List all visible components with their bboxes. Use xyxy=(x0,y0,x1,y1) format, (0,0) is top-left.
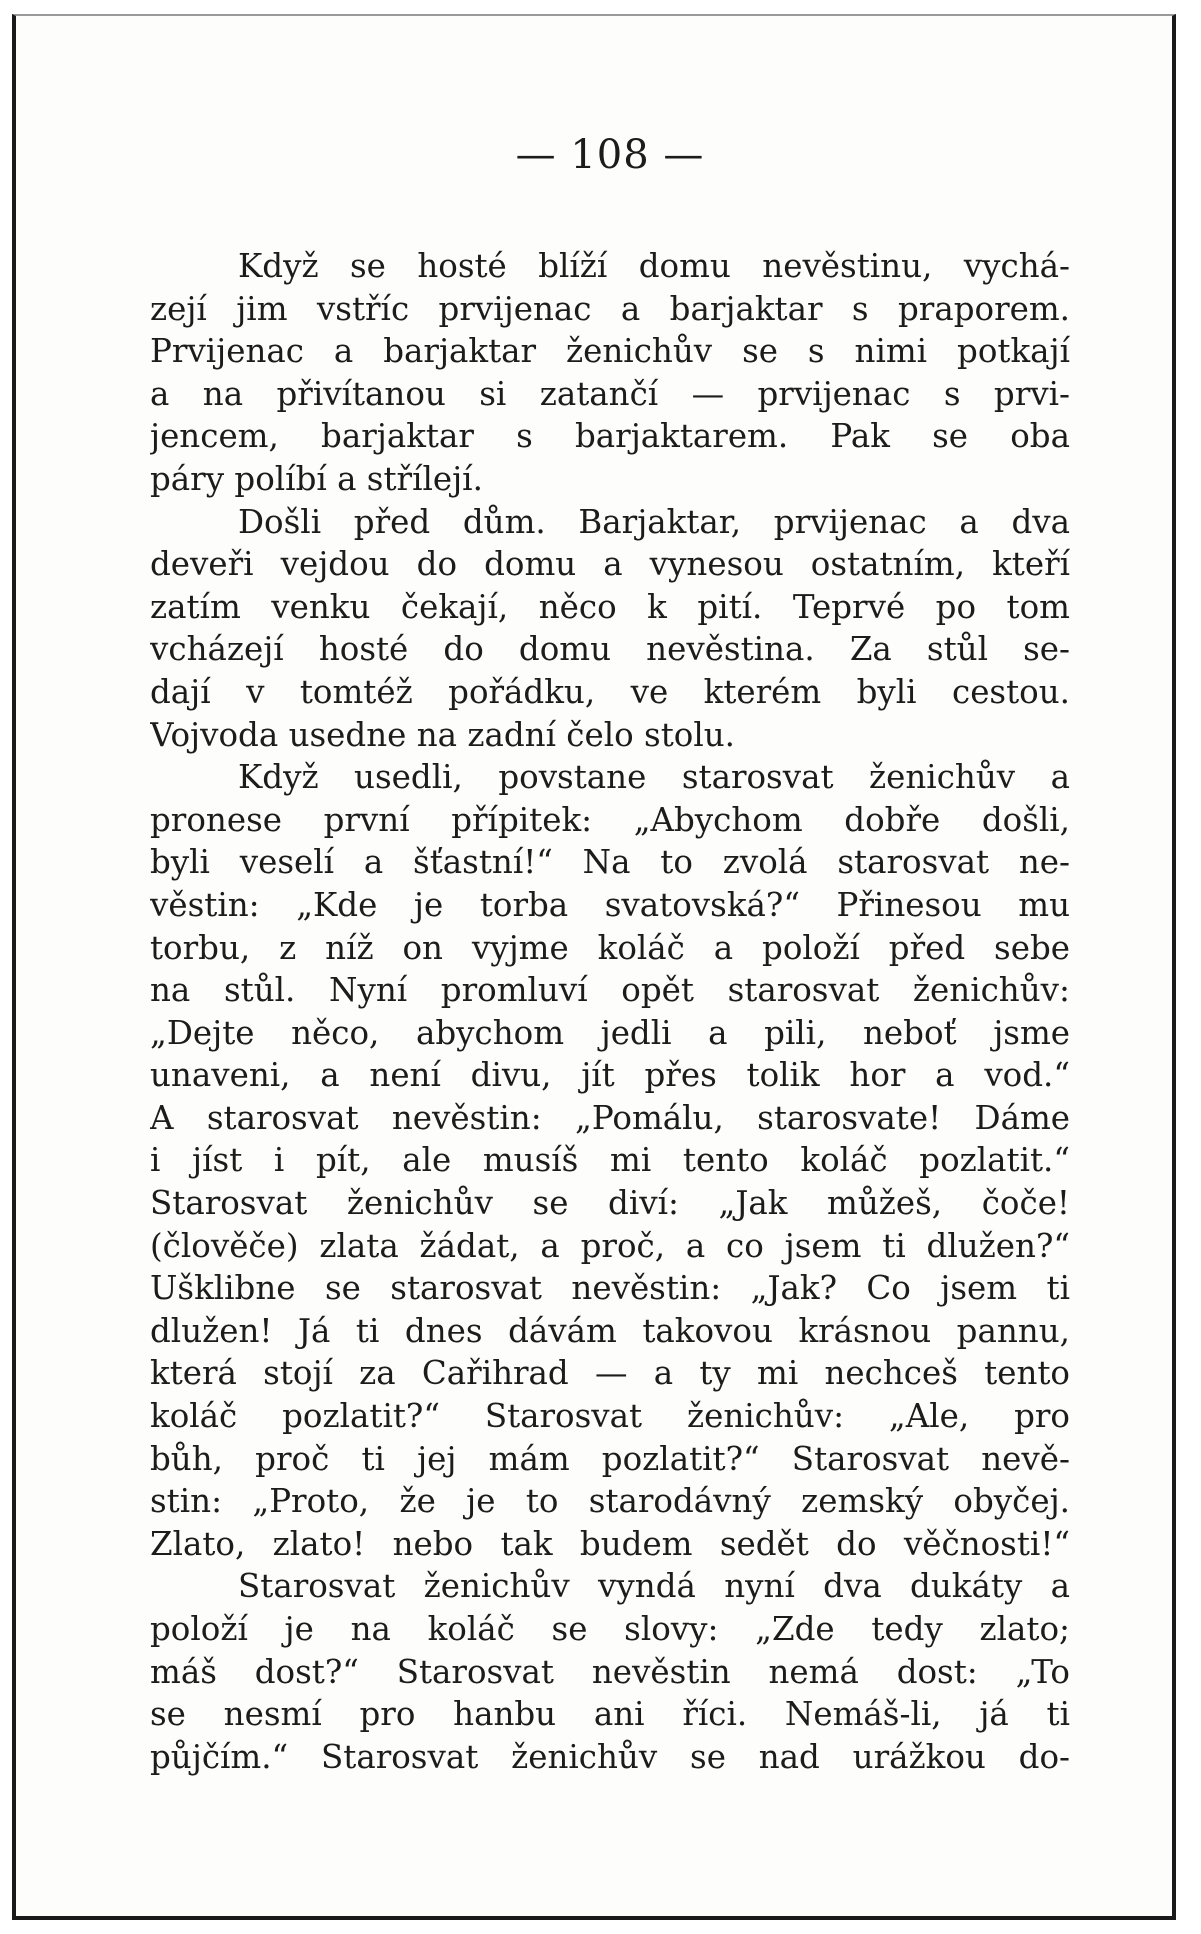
text-line: Prvijenac a barjaktar ženichův se s nimi potkají xyxy=(150,332,1070,371)
text-line: páry políbí a střílejí. xyxy=(150,459,483,498)
text-line: věstin: „Kde je torba svatovská?“ Přinesou mu xyxy=(150,885,1070,924)
text-line: stin: „Proto, že je to starodávný zemský obyčej. xyxy=(150,1482,1070,1521)
text-line: položí je na koláč se slovy: „Zde tedy zlato; xyxy=(150,1610,1070,1648)
text-line: půjčím.“ Starosvat ženichův se nad urážkou do- xyxy=(150,1737,1070,1776)
text-line: koláč pozlatit?“ Starosvat ženichův: „Ale, pro xyxy=(150,1397,1070,1436)
text-line: byli veselí a šťastní!“ Na to zvolá starosvat ne- xyxy=(150,843,1070,882)
text-line: bůh, proč ti jej mám pozlatit?“ Starosvat nevě- xyxy=(150,1439,1070,1478)
text-line: zejí jim vstříc prvijenac a barjaktar s praporem. xyxy=(150,289,1070,328)
text-line: Starosvat ženichův vyndá nyní dva dukáty a xyxy=(238,1567,1070,1606)
text-line: unaveni, a není divu, jít přes tolik hor a vod.“ xyxy=(150,1056,1070,1095)
text-line: máš dost?“ Starosvat nevěstin nemá dost: „To xyxy=(150,1652,1070,1691)
text-line: dlužen! Já ti dnes dávám takovou krásnou pannu, xyxy=(150,1311,1070,1350)
text-line: zatím venku čekají, něco k pití. Teprvé po tom xyxy=(150,587,1070,626)
text-line: se nesmí pro hanbu ani říci. Nemáš-li, já ti xyxy=(150,1695,1070,1734)
body-text xyxy=(150,245,1070,1778)
text-line: „Dejte něco, abychom jedli a pili, neboť jsme xyxy=(150,1013,1070,1052)
page-number: — 108 — xyxy=(515,132,705,178)
text-line: dají v tomtéž pořádku, ve kterém byli cestou. xyxy=(150,672,1070,711)
text-line: torbu, z níž on vyjme koláč a položí před sebe xyxy=(150,928,1070,967)
book-page xyxy=(150,132,1070,1778)
text-line: vcházejí hosté do domu nevěstina. Za stůl se- xyxy=(150,630,1070,669)
text-line: Starosvat ženichův se diví: „Jak můžeš, čoče! xyxy=(150,1184,1070,1223)
text-line: a na přivítanou si zatančí — prvijenac s prvi- xyxy=(150,374,1070,413)
text-line: Došli před dům. Barjaktar, prvijenac a dva xyxy=(238,502,1070,541)
text-line: A starosvat nevěstin: „Pomálu, starosvate! Dáme xyxy=(150,1098,1070,1137)
text-line: Vojvoda usedne na zadní čelo stolu. xyxy=(150,715,735,754)
text-line: pronese první přípitek: „Abychom dobře došli, xyxy=(150,800,1070,839)
text-line: jencem, barjaktar s barjaktarem. Pak se oba xyxy=(150,417,1070,456)
text-line: (člověče) zlata žádat, a proč, a co jsem ti dlužen?“ xyxy=(150,1226,1070,1265)
text-line: která stojí za Cařihrad — a ty mi nechceš tento xyxy=(150,1354,1070,1393)
text-line: deveři vejdou do domu a vynesou ostatním, kteří xyxy=(150,545,1070,584)
text-line: na stůl. Nyní promluví opět starosvat ženichův: xyxy=(150,971,1070,1010)
text-line: i jíst i pít, ale musíš mi tento koláč pozlatit.“ xyxy=(150,1141,1070,1180)
text-line: Když usedli, povstane starosvat ženichův a xyxy=(238,758,1070,797)
text-line: Zlato, zlato! nebo tak budem sedět do věčnosti!“ xyxy=(150,1524,1070,1563)
text-line: Ušklibne se starosvat nevěstin: „Jak? Co jsem ti xyxy=(150,1269,1070,1308)
text-line: Když se hosté blíží domu nevěstinu, vychá- xyxy=(238,247,1070,285)
